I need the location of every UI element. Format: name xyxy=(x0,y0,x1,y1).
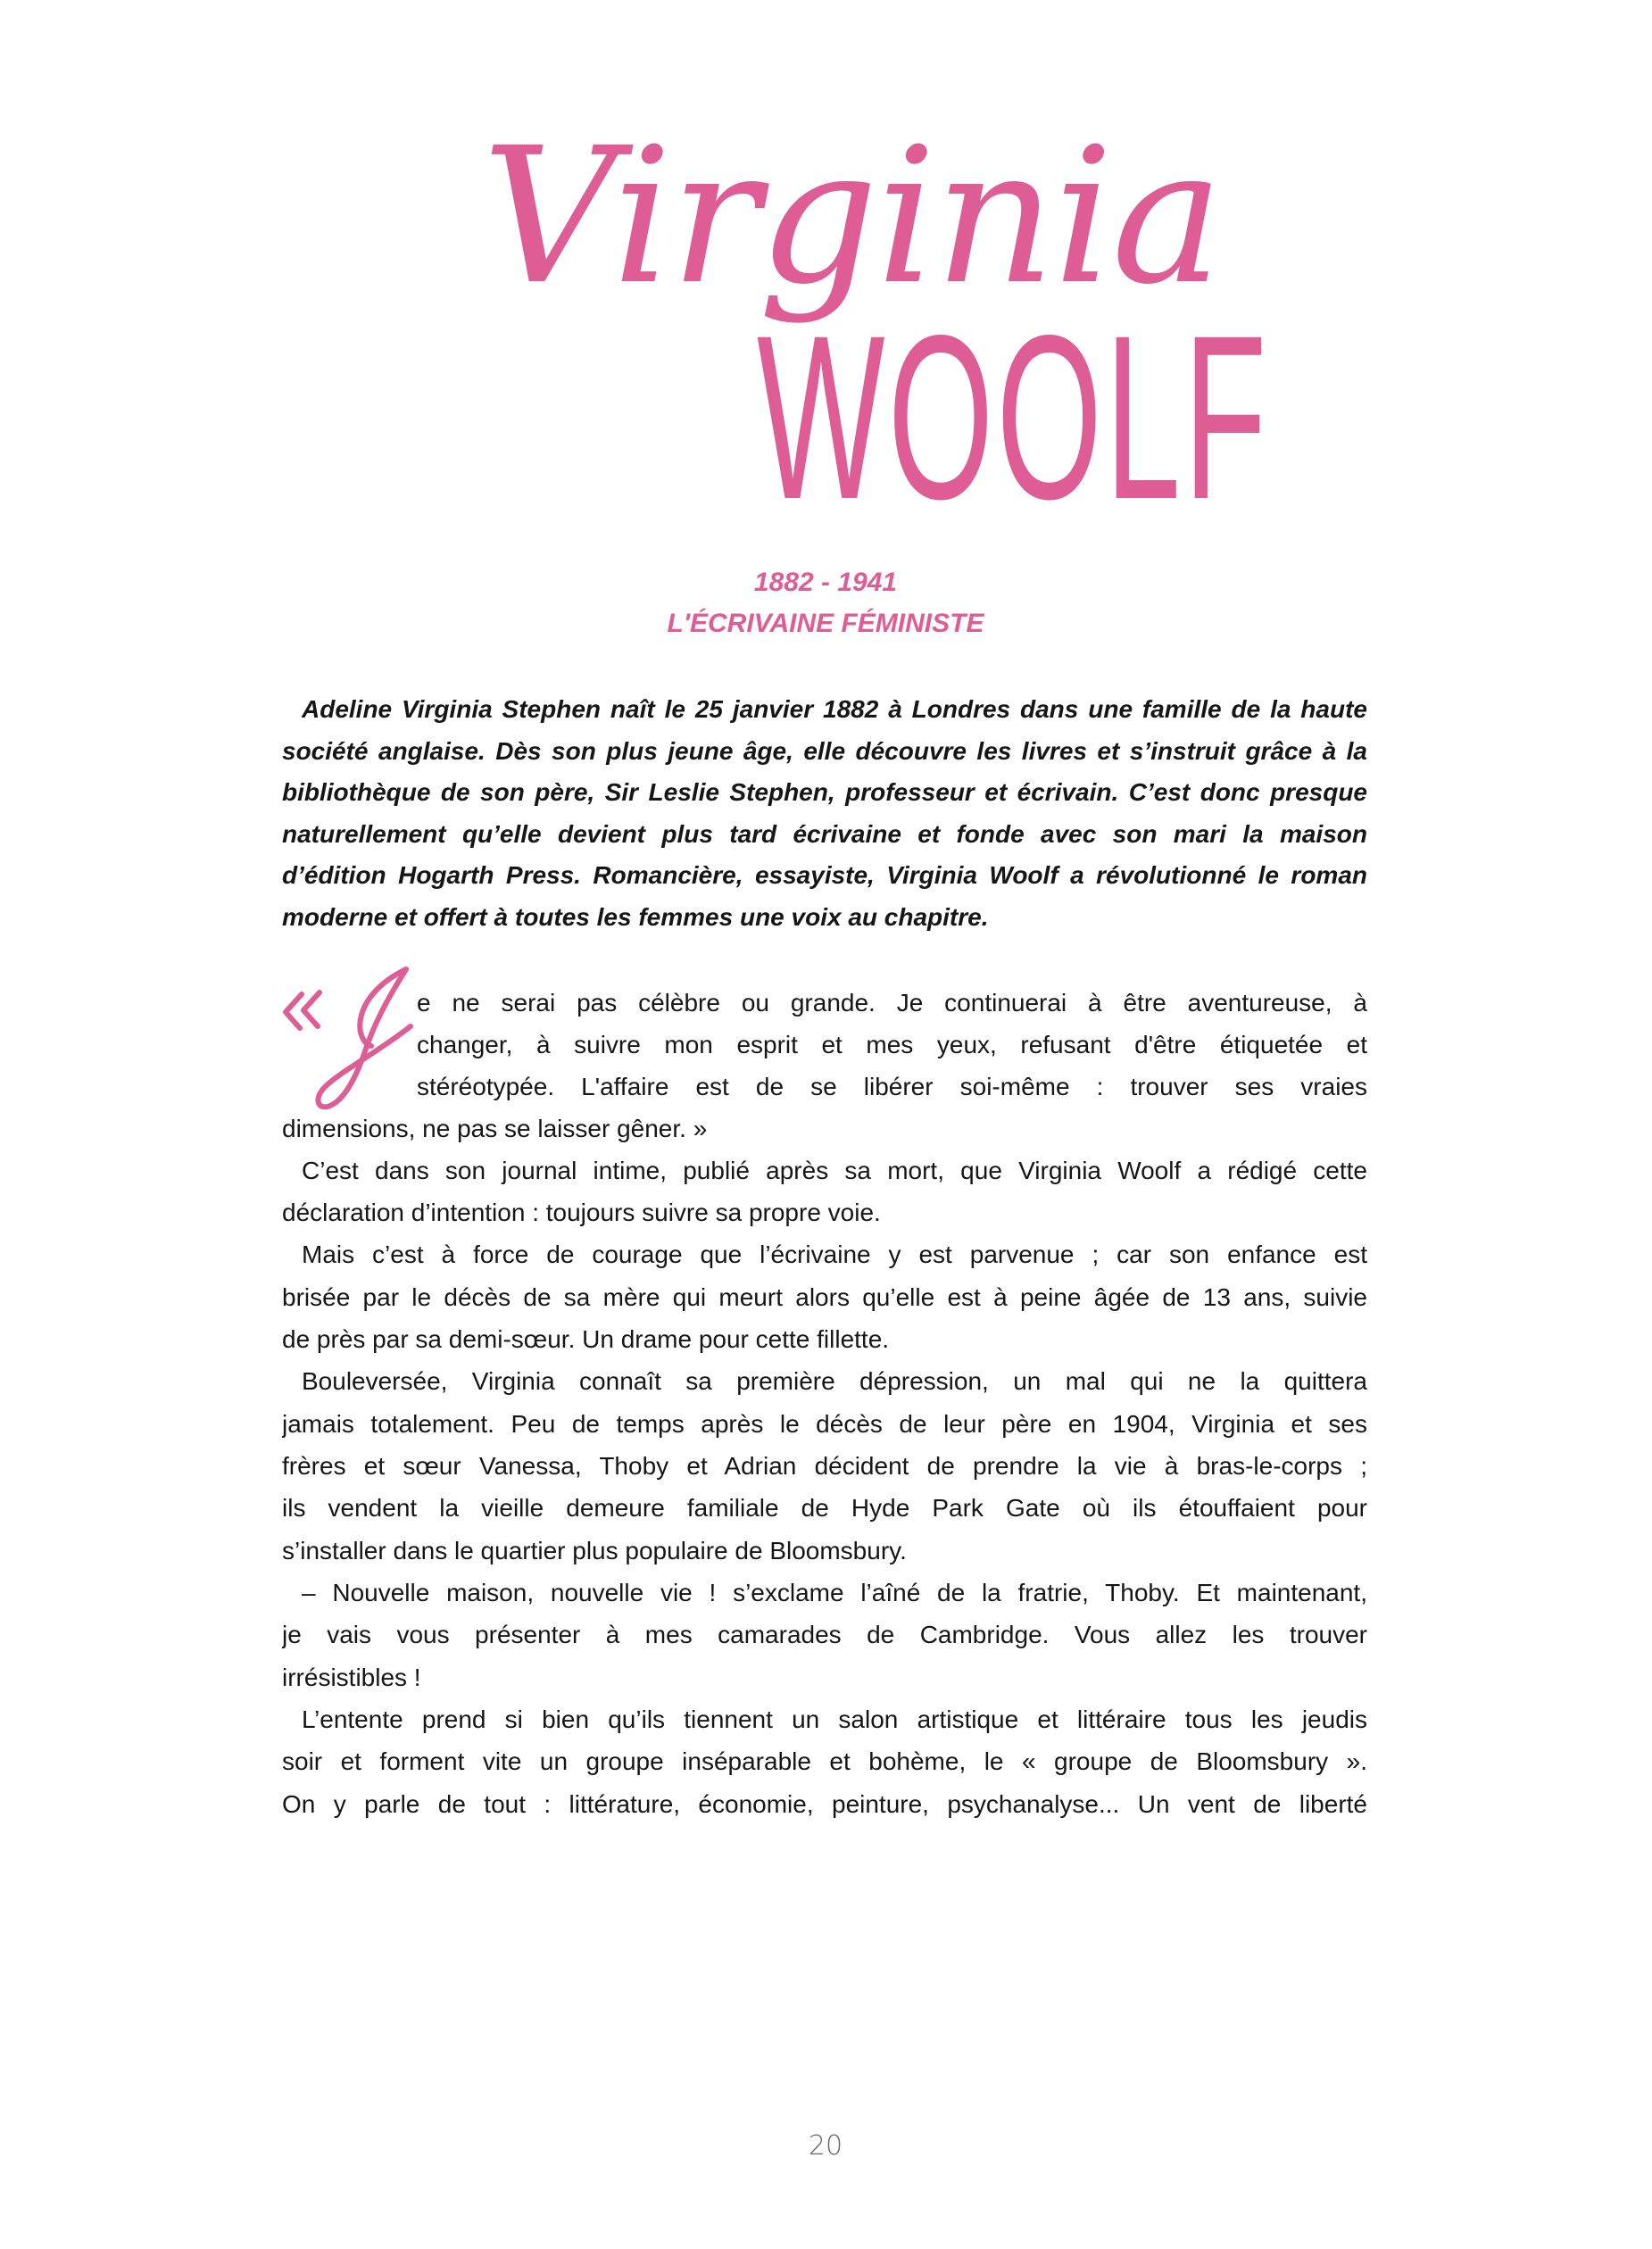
body-line: L’entente prend si bien qu’ils tiennent un salon artistique et littéraire tous les jeudis xyxy=(302,1705,1367,1733)
life-dates: 1882 - 1941 xyxy=(753,568,898,597)
quote-line: changer, à suivre mon esprit et mes yeux, refusant d'être étiquetée et xyxy=(417,1031,1367,1058)
body-line: – Nouvelle maison, nouvelle vie ! s’exclame l’aîné de la fratrie, Thoby. Et maintenant, xyxy=(302,1579,1367,1606)
intro-line: bibliothèque de son père, Sir Leslie Stephen, professeur et écrivain. C’est donc presque xyxy=(282,778,1367,806)
body-line: brisée par le décès de sa mère qui meurt alors qu’elle est à peine âgée de 13 ans, suivie xyxy=(282,1283,1367,1311)
body-line: irrésistibles ! xyxy=(282,1664,421,1691)
intro-line: moderne et offert à toutes les femmes une voix au chapitre. xyxy=(282,903,989,931)
body-line: déclaration d’intention : toujours suivre sa propre voie. xyxy=(282,1199,881,1226)
title-first-name: Virginia xyxy=(482,107,1222,326)
body-line: ils vendent la vieille demeure familiale de Hyde Park Gate où ils étouffaient pour xyxy=(282,1494,1367,1522)
body-line: jamais totalement. Peu de temps après le décès de leur père en 1904, Virginia et ses xyxy=(282,1410,1367,1438)
tagline: L'ÉCRIVAINE FÉMINISTE xyxy=(667,609,984,638)
title-last-name: WOOLF xyxy=(757,286,1270,548)
body-line: soir et forment vite un groupe inséparable et bohème, le « groupe de Bloomsbury ». xyxy=(282,1747,1367,1775)
body-line: C’est dans son journal intime, publié après sa mort, que Virginia Woolf a rédigé cette xyxy=(302,1157,1367,1184)
body-line: Bouleversée, Virginia connaît sa première dépression, un mal qui ne la quittera xyxy=(302,1367,1367,1395)
page-number: 20 xyxy=(808,2130,843,2162)
body-line: je vais vous présenter à mes camarades de Cambridge. Vous allez les trouver xyxy=(282,1621,1367,1648)
dropcap-quote-j-icon xyxy=(278,964,421,1116)
body-line: On y parle de tout : littérature, économie, peinture, psychanalyse... Un vent de liberté xyxy=(282,1790,1367,1818)
intro-line: Adeline Virginia Stephen naît le 25 janvier 1882 à Londres dans une famille de la haute xyxy=(302,695,1367,723)
intro-line: naturellement qu’elle devient plus tard écrivaine et fonde avec son mari la maison xyxy=(282,820,1367,848)
quote-line: dimensions, ne pas se laisser gêner. » xyxy=(282,1115,708,1142)
body-line: de près par sa demi-sœur. Un drame pour cette fillette. xyxy=(282,1325,890,1353)
body-line: s’installer dans le quartier plus populaire de Bloomsbury. xyxy=(282,1537,907,1564)
title-last-name-block xyxy=(571,286,1270,548)
quote-line: e ne serai pas célèbre ou grande. Je continuerai à être aventureuse, à xyxy=(417,989,1367,1017)
intro-line: société anglaise. Dès son plus jeune âge, elle découvre les livres et s’instruit grâce à la xyxy=(282,737,1367,765)
dropcap xyxy=(278,964,421,1116)
body-line: Mais c’est à force de courage que l’écrivaine y est parvenue ; car son enfance est xyxy=(302,1241,1367,1268)
quote-line: stéréotypée. L'affaire est de se libérer soi-même : trouver ses vraies xyxy=(417,1073,1367,1100)
body-line: frères et sœur Vanessa, Thoby et Adrian décident de prendre la vie à bras-le-corps ; xyxy=(282,1452,1367,1480)
intro-line: d’édition Hogarth Press. Romancière, essayiste, Virginia Woolf a révolutionné le roman xyxy=(282,861,1367,889)
